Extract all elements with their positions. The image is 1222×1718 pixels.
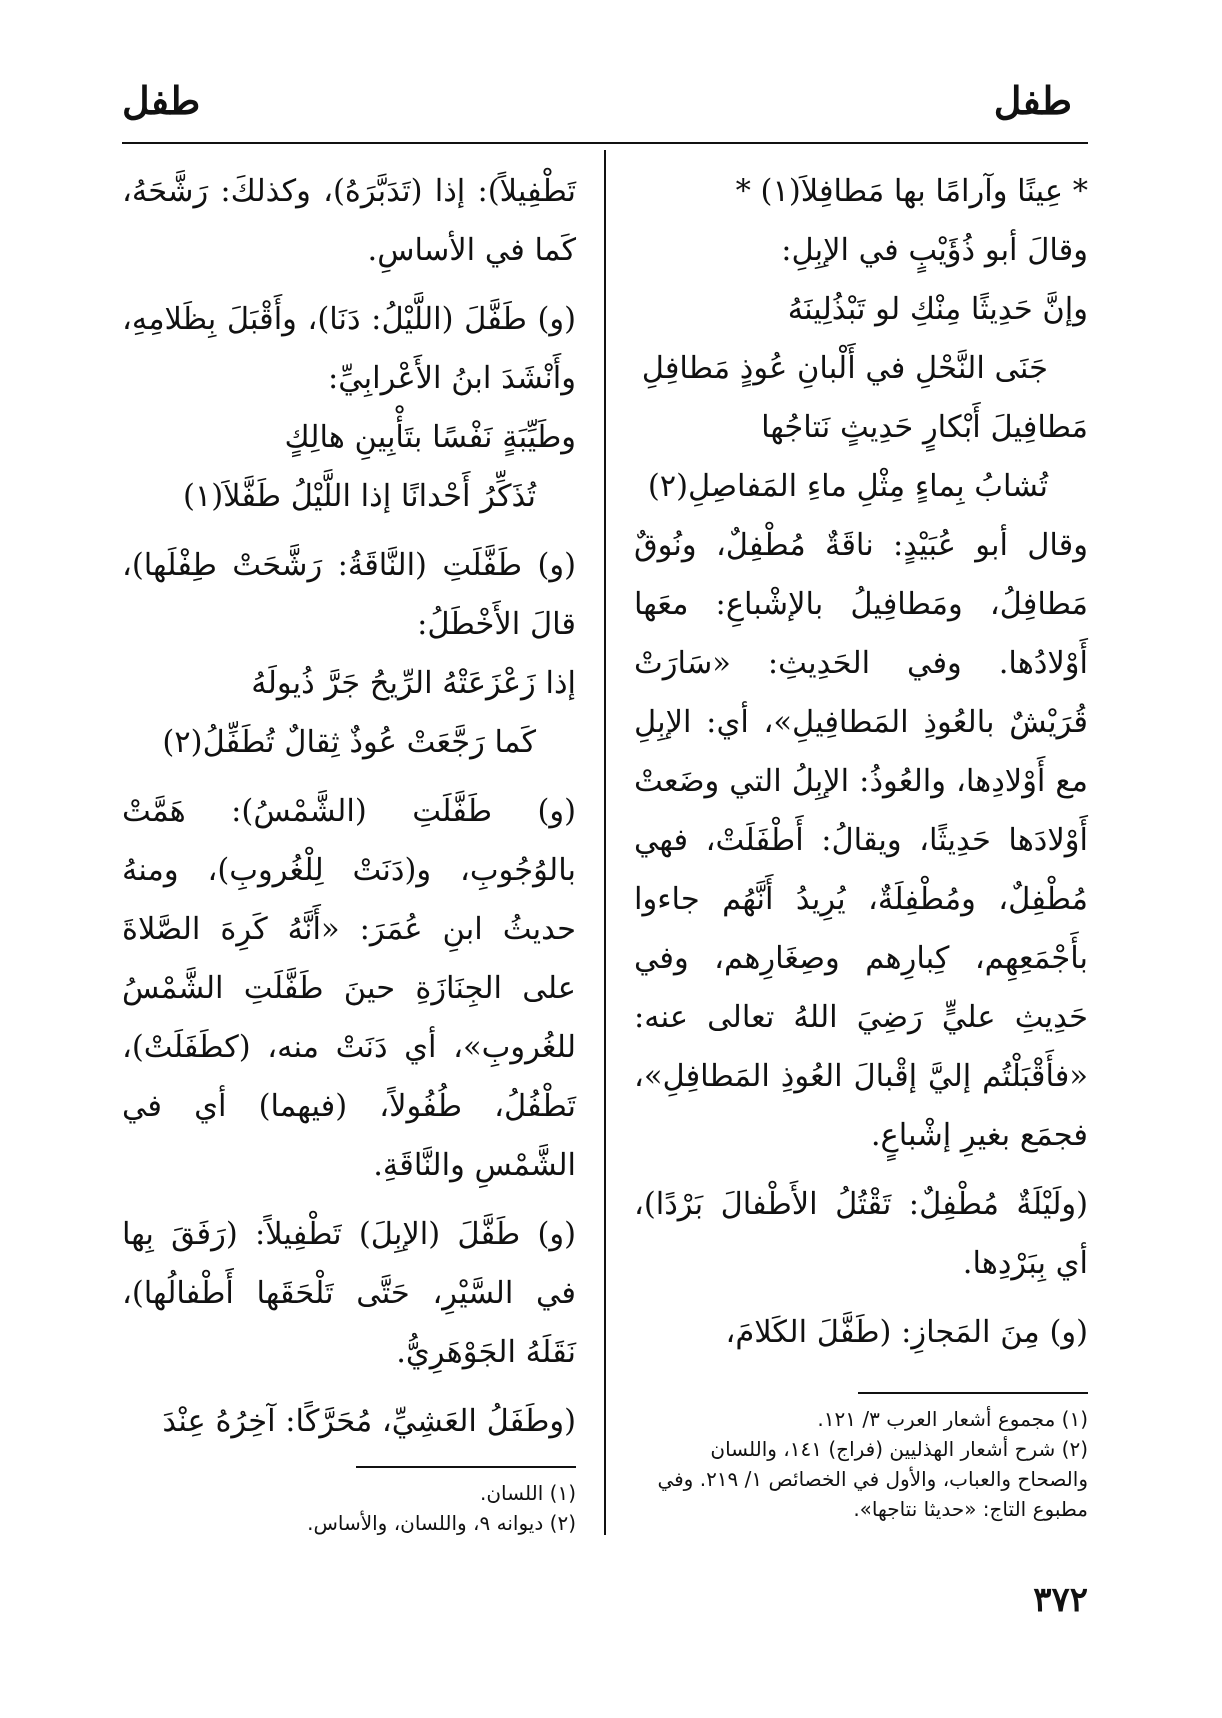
paragraph: (و) طَفَّلَ (الإبِلَ) تَطْفِيلاً: (رَفَقَ بِها في السَّيْرِ، حَتَّى تَلْحَقَها أَطْفالُها)، نَقَلَهُ الجَوْهَرِيُّ. (122, 1217, 576, 1370)
page-number: ٣٧٢ (1033, 1580, 1088, 1620)
paragraph: تَطْفِيلاً): إذا (تَدَبَّرَهُ)، وكذلكَ: رَشَّحَهُ، كَما في الأساسِ. (122, 174, 576, 268)
verse-line: * عِينًا وآرامًا بها مَطافِلاَ(١) * (735, 174, 1088, 209)
footnote: (١) مجموع أشعار العرب ٣/ ١٢١. (817, 1407, 1088, 1431)
verse-line: تُذَكِّرُ أَحْدانًا إذا اللَّيْلُ طَفَّلاَ(١) (182, 479, 536, 514)
paragraph: وقالَ أبو ذُؤَيْبٍ في الإبِلِ: (781, 233, 1088, 268)
paragraph: (ولَيْلَةٌ مُطْفِلٌ: تَقْتُلُ الأَطْفالَ بَرْدًا)، أي بِبَرْدِها. (634, 1187, 1088, 1281)
header-rule (122, 142, 1088, 144)
paragraph: (وطَفَلُ العَشِيِّ، مُحَرَّكًا: آخِرُهُ عِنْدَ (162, 1404, 576, 1439)
column-divider (604, 150, 606, 1535)
footnote: (١) اللسان. (480, 1481, 576, 1505)
footnote: (٢) شرح أشعار الهذليين (فراج) ١٤١، واللسان والصحاح والعباب، والأول في الخصائص ١/ ٢١٩. وفي مطبوع التاج: «حديثا نتاجها». (657, 1437, 1088, 1521)
verse-line: مَطافِيلَ أَبْكارٍ حَدِيثٍ نَتاجُها (761, 410, 1088, 445)
paragraph: (و) طَفَّلَتِ (الشَّمْسُ): هَمَّتْ بالوُجُوبِ، و(دَنَتْ لِلْغُروبِ)، ومنهُ حديثُ ابنِ عُمَرَ: «أَنَّهُ كَرِهَ الصَّلاةَ على الجِنَازَةِ حينَ طَفَّلَتِ الشَّمْسُ للغُروبِ»، أي دَنَتْ منه، (كطَفَلَتْ)، تَطْفُلُ، طُفُولاً، (فيهما) أي في الشَّمْسِ والنَّاقَةِ. (122, 794, 576, 1183)
verse-line: كَما رَجَّعَتْ عُوذٌ ثِقالٌ تُطَفِّلُ(٢) (162, 725, 536, 760)
paragraph: وقال أبو عُبَيْدٍ: ناقَةٌ مُطْفِلٌ، ونُوقٌ مَطافِلُ، ومَطافِيلُ بالإشْباعِ: معَها أَوْلادُها. وفي الحَدِيثِ: «سَارَتْ قُرَيْشٌ بالعُوذِ المَطافِيلِ»، أي: الإبِلِ مع أَوْلادِها، والعُوذُ: الإبِلُ التي وضَعتْ أَوْلادَها حَدِيثًا، ويقالُ: أَطْفَلَتْ، فهي مُطْفِلٌ، ومُطْفِلَةٌ، يُرِيدُ أَنَّهُم جاءوا بأَجْمَعِهِم، كِبارِهم وصِغَارِهم، وفي حَدِيثِ عليٍّ رَضِيَ اللهُ تعالى عنه: «فأَقْبَلْتُم إليَّ إقْبالَ العُوذِ المَطافِلِ»، فجمَع بغيرِ إشْباعٍ. (634, 528, 1088, 1153)
verse-line: وإنَّ حَدِيثًا مِنْكِ لو تَبْذُلِينَهُ (787, 292, 1088, 327)
verse-line: إذا زَعْزَعَتْهُ الرِّيحُ جَرَّ ذُيولَهُ (251, 666, 576, 701)
footnotes-left (122, 1478, 576, 1538)
verse-line: وطَيِّبَةٍ نَفْسًا بتَأْبِينِ هالِكٍ (284, 420, 576, 455)
footnote-rule-right (858, 1392, 1088, 1394)
right-column (634, 162, 1088, 1362)
paragraph: (و) طَفَّلَتِ (النَّاقَةُ: رَشَّحَتْ طِفْلَها)، قالَ الأَخْطَلُ: (122, 548, 576, 642)
paragraph: (و) مِنَ المَجازِ: (طَفَّلَ الكَلامَ، (725, 1315, 1088, 1350)
running-header-left: طفل (122, 78, 201, 123)
verse-line: تُشابُ بِماءٍ مِثْلِ ماءِ المَفاصِلِ(٢) (647, 469, 1048, 504)
footnote: (٢) ديوانه ٩، واللسان، والأساس. (307, 1511, 576, 1535)
paragraph: (و) طَفَّلَ (اللَّيْلُ: دَنَا)، وأَقْبَلَ بِظَلامِهِ، وأَنْشَدَ ابنُ الأَعْرابِيِّ: (122, 302, 576, 396)
running-header-right: طفل (993, 78, 1072, 123)
footnote-rule-left (356, 1466, 576, 1468)
left-column (122, 162, 576, 1451)
footnotes-right (634, 1404, 1088, 1524)
verse-line: جَنَى النَّحْلِ في أَلْبانِ عُوذٍ مَطافِلِ (641, 351, 1048, 386)
